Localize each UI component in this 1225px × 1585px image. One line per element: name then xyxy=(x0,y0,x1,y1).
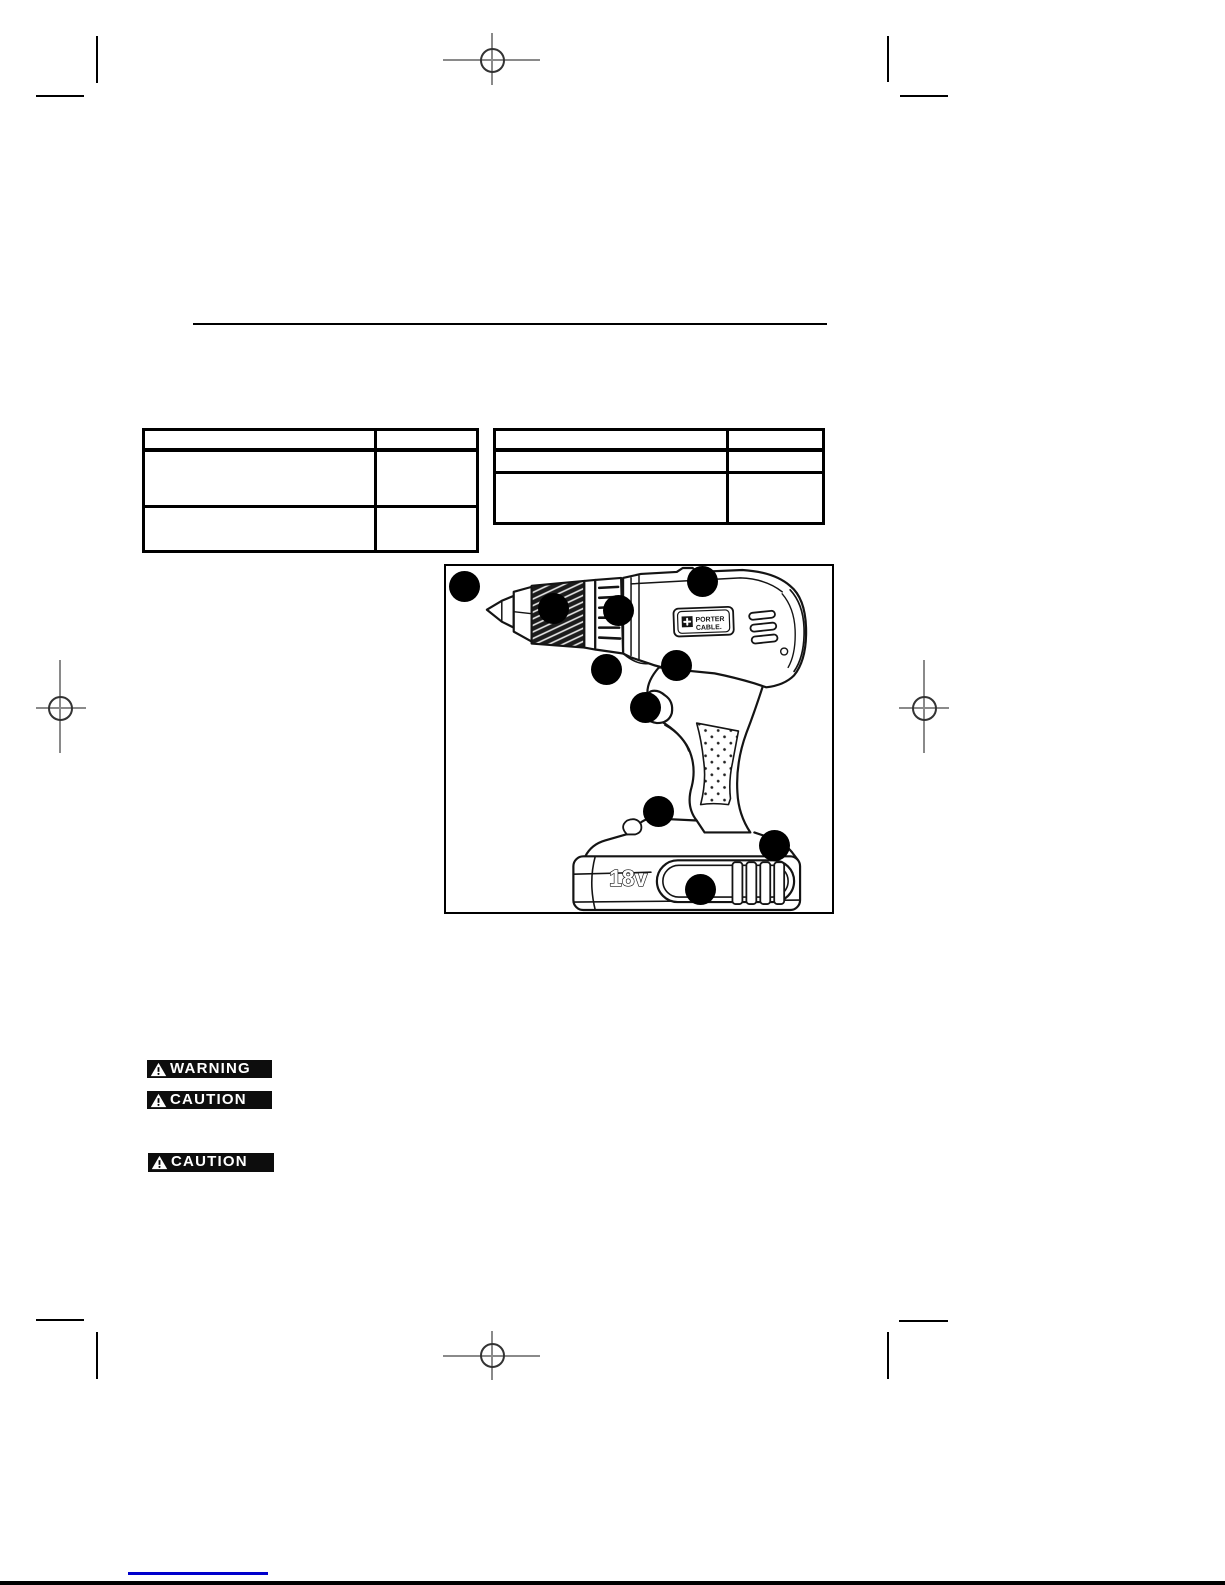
callout-marker-6 xyxy=(661,650,692,681)
crop-mark-bottom-left-horizontal xyxy=(36,1319,84,1321)
drill-figure-box xyxy=(444,564,834,914)
caution-badge-label: CAUTION xyxy=(170,1090,247,1108)
crop-mark-top-right-horizontal xyxy=(900,95,948,97)
brand-text-line2: CABLE. xyxy=(695,623,722,632)
figure-callouts xyxy=(446,566,832,912)
caution-badge-label: CAUTION xyxy=(171,1153,248,1170)
crop-mark-top-left-horizontal xyxy=(36,95,84,97)
crop-mark-top-right-vertical xyxy=(887,36,889,82)
callout-marker-7 xyxy=(630,692,661,723)
warning-triangle-icon xyxy=(151,1155,168,1170)
caution-badge-1 xyxy=(147,1091,272,1109)
spec-table-left-row-rule xyxy=(145,505,476,508)
spec-table-right-header-rule xyxy=(496,448,822,452)
battery-voltage-label: 18v xyxy=(609,865,648,892)
warning-triangle-icon xyxy=(150,1062,167,1077)
spec-table-right xyxy=(493,428,825,525)
callout-marker-3 xyxy=(603,595,634,626)
callout-marker-8 xyxy=(643,796,674,827)
caution-badge-2 xyxy=(148,1153,274,1172)
warning-badge xyxy=(147,1060,272,1078)
callout-marker-4 xyxy=(687,566,718,597)
callout-marker-10 xyxy=(685,874,716,905)
crop-mark-bottom-right-vertical xyxy=(887,1332,889,1379)
callout-marker-5 xyxy=(591,654,622,685)
callout-marker-1 xyxy=(449,571,480,602)
crop-mark-top-left-vertical xyxy=(96,36,98,83)
callout-marker-9 xyxy=(759,830,790,861)
spec-table-left xyxy=(142,428,479,553)
spec-table-right-row-rule xyxy=(496,471,822,474)
page-bottom-edge xyxy=(0,1581,1225,1585)
section-divider-rule xyxy=(193,323,827,325)
warning-badge-label: WARNING xyxy=(170,1059,251,1077)
spec-table-right-column-divider xyxy=(726,431,729,522)
spec-table-left-header-rule xyxy=(145,448,476,452)
warning-triangle-icon xyxy=(150,1093,167,1108)
brand-text-line1: PORTER xyxy=(695,615,725,624)
crop-mark-bottom-right-horizontal xyxy=(899,1320,948,1322)
callout-marker-2 xyxy=(538,593,569,624)
footer-link-underline[interactable] xyxy=(128,1572,268,1575)
crop-mark-bottom-left-vertical xyxy=(96,1332,98,1379)
